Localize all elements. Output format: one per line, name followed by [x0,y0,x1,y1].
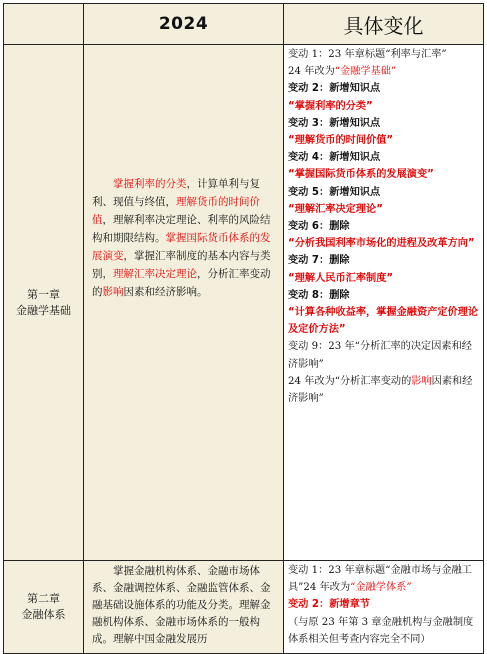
change-3-label: 变动 3：新增知识点 [288,117,381,129]
change-9-prefix: 24 年改为“分析汇率变动的 [288,375,412,387]
change-8-label: 变动 8：删除 [288,289,350,301]
content-part: 掌握国际货币体系的发展演变 [92,232,271,262]
chapter-2-changes [284,561,484,654]
chapter-2-cell [4,561,84,654]
change-6-item: “分析我国利率市场化的进程及改革方向” [288,238,475,250]
change-4-item: “掌握国际货币体系的发展演变” [288,169,434,181]
change-9-line-a: 变动 9：23 年“分析汇率的决定因素和经济影响” [288,341,472,370]
ch2-change-1-text: 变动 1：23 年章标题“金融市场与金融工具”24 年改为 [288,565,472,594]
chapter-2-number: 第二章 [27,592,60,605]
chapter-2-title: 金融体系 [21,608,66,621]
content-part: ，理解利率决定理论、利率的风险结构和期限结构。 [92,214,271,244]
header-changes: 具体变化 [284,4,484,45]
change-1-line-a: 变动 1：23 年章标题“利率与汇率” [288,49,447,60]
change-6-label: 变动 6：删除 [288,221,350,233]
change-3-item: “理解货币的时间价值” [288,135,394,147]
content-part: 掌握利率的分类 [113,178,187,190]
content-part: 影响 [102,286,124,298]
change-1-new-title: “金融学基础” [334,66,397,78]
change-5-label: 变动 5：新增知识点 [288,186,381,198]
chapter-1-title: 金融学基础 [16,303,71,317]
change-5-item: “理解汇率决定理论” [288,203,383,215]
content-part: 理解货币的时间价值 [92,196,260,226]
change-2-item: “掌握利率的分类” [288,100,373,112]
chapter-1-cell [4,45,84,561]
change-7-item: “理解人民币汇率制度” [288,272,394,284]
ch2-change-2-note: （与原 23 年第 3 章金融机构与金融制度体系相关但考查内容完全不同） [288,616,474,645]
change-2-label: 变动 2：新增知识点 [288,83,381,95]
change-9-line-b [288,373,480,407]
chapter-1-changes [284,45,484,561]
content-part: ，分析汇率变动的 [92,268,271,298]
change-4-label: 变动 4：新增知识点 [288,152,381,164]
header-row [4,4,484,45]
header-blank-cell [4,4,84,45]
chapter-1-content [84,45,284,561]
content-part: ，掌握汇率制度的基本内容与类别， [92,250,271,280]
ch2-change-2-label: 变动 2：新增章节 [288,599,370,611]
chapter-2-content: 掌握金融机构体系、金融市场体系、金融调控体系、金融监管体系、金融基础设施体系的功能及分类。理解金融机构体系、金融市场体系的一般构成。理解中国金融发展历 [84,561,284,654]
syllabus-comparison-table [3,3,484,654]
ch2-change-1 [288,562,480,596]
content-part: 因素和经济影响。 [123,286,208,298]
chapter-1-number: 第一章 [27,287,60,301]
table-row-chapter-2 [4,561,484,654]
header-year: 2024 [84,4,284,45]
change-8-item: “计算各种收益率，掌握金融资产定价理论及定价方法” [288,307,479,336]
change-9-suffix: 因素和经济影响” [288,375,473,405]
change-1-line-b [288,63,480,80]
content-part: ，计算单利与复利、现值与终值， [92,178,260,208]
ch2-change-1-new-title: “金融学体系” [350,582,412,594]
content-part: 理解汇率决定理论 [113,268,197,280]
table-row-chapter-1 [4,45,484,561]
change-9-highlight: 影响 [411,375,432,387]
change-7-label: 变动 7：删除 [288,255,350,267]
change-1-prefix: 24 年改为 [288,66,335,78]
